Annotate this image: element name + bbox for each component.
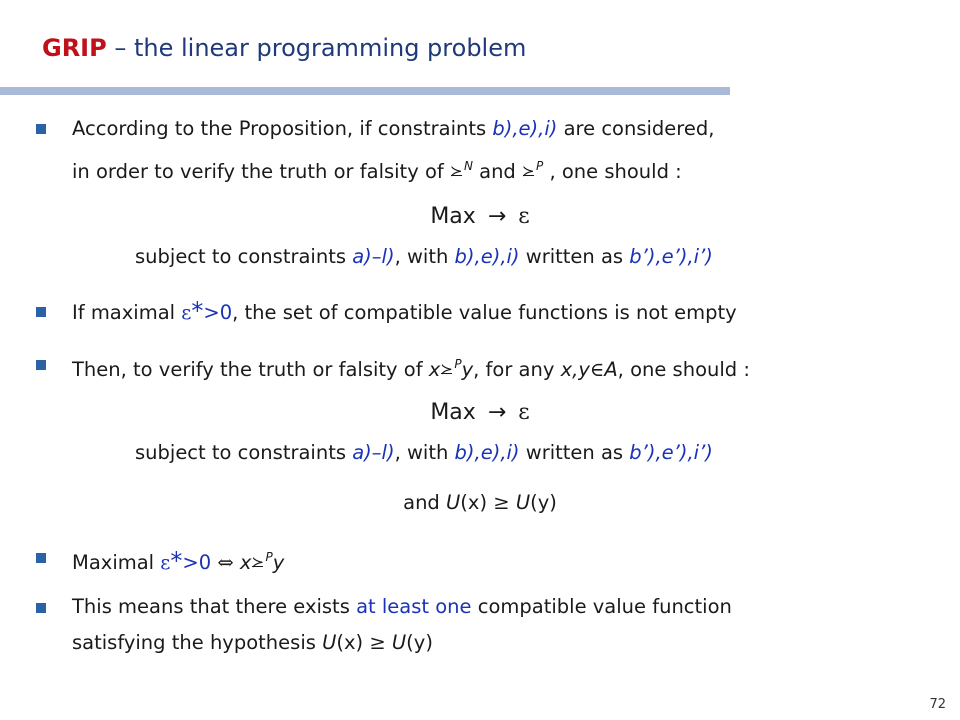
text: written as (519, 441, 630, 464)
text: and (403, 491, 447, 514)
max-epsilon-1 (0, 204, 960, 230)
constraints-ref: b),e),i) (492, 117, 558, 140)
slide-title (42, 34, 526, 62)
text: written as (519, 245, 630, 268)
text: Then, to verify the truth or falsity of (72, 358, 429, 381)
bullet-icon (36, 603, 46, 613)
title-rest: – the linear programming problem (106, 34, 527, 62)
epsilon-symbol: ε (518, 204, 530, 229)
bullet5-line1 (72, 594, 732, 620)
page-number: 72 (929, 697, 946, 712)
constraints-ref: a)–l) (352, 245, 395, 268)
title-grip: GRIP (42, 34, 107, 62)
subject-line-2 (135, 440, 713, 466)
bullet-icon (36, 360, 46, 370)
max-epsilon-2 (0, 400, 960, 426)
bullet1-line2 (72, 153, 682, 185)
bullet2-line (72, 298, 737, 326)
title-underline-bar (0, 87, 730, 95)
bullet1-line1 (72, 116, 714, 142)
iff-symbol: ⇔ (211, 551, 240, 574)
max-label: Max (430, 400, 476, 425)
text: (y) (530, 491, 557, 514)
set-a: A (604, 358, 618, 381)
text: , for any (473, 358, 561, 381)
star-symbol: * (170, 547, 183, 575)
u-function: U (446, 491, 461, 514)
text: subject to constraints (135, 245, 353, 268)
text: , one should : (543, 160, 682, 183)
epsilon-symbol: ε (160, 551, 171, 574)
epsilon-symbol: ε (181, 301, 192, 324)
bullet5-line2 (72, 630, 433, 656)
geq-symbol: ≥ (363, 631, 392, 654)
bullet3-line (72, 351, 750, 383)
text: and (472, 160, 523, 183)
sup-p: P (454, 357, 462, 371)
text: If maximal (72, 301, 182, 324)
u-function: U (391, 631, 407, 654)
bullet4-line (72, 544, 284, 576)
arrow-icon: → (487, 204, 507, 229)
greater-than-zero: >0 (203, 301, 233, 324)
bullet-icon (36, 553, 46, 563)
sup-p: P (536, 159, 544, 173)
element-of-symbol: ∈ (589, 358, 605, 381)
text: (x) (336, 631, 364, 654)
var-x: x (428, 358, 441, 381)
bullet-icon (36, 307, 46, 317)
var-y: y (272, 551, 285, 574)
subject-line-1 (135, 244, 713, 270)
text: (y) (406, 631, 433, 654)
star-symbol: * (191, 297, 204, 325)
u-function: U (515, 491, 531, 514)
text: subject to constraints (135, 441, 353, 464)
text: This means that there exists (72, 595, 357, 618)
geq-symbol: ≥ (487, 491, 516, 514)
sup-n: N (463, 159, 473, 173)
var-xy: x,y (560, 358, 590, 381)
text: , with (394, 441, 455, 464)
text: compatible value function (471, 595, 732, 618)
u-function: U (322, 631, 337, 654)
var-x: x (239, 551, 252, 574)
constraints-ref: b’),e’),i’) (629, 245, 713, 268)
and-u-line (0, 490, 960, 516)
highlight-text: at least one (356, 595, 472, 618)
text: , with (394, 245, 455, 268)
greater-than-zero: >0 (182, 551, 212, 574)
text: in order to verify the truth or falsity of (72, 160, 450, 183)
text: (x) (460, 491, 488, 514)
text: According to the Proposition, if constraints (72, 117, 493, 140)
text: , the set of compatible value functions is not empty (232, 301, 737, 324)
constraints-ref: b),e),i) (454, 441, 520, 464)
constraints-ref: b),e),i) (454, 245, 520, 268)
arrow-icon: → (487, 400, 507, 425)
var-y: y (461, 358, 474, 381)
epsilon-symbol: ε (518, 400, 530, 425)
text: satisfying the hypothesis (72, 631, 323, 654)
text: Maximal (72, 551, 161, 574)
constraints-ref: a)–l) (352, 441, 395, 464)
text: are considered, (557, 117, 715, 140)
sup-p: P (265, 550, 273, 564)
bullet-icon (36, 124, 46, 134)
max-label: Max (430, 204, 476, 229)
text: , one should : (617, 358, 750, 381)
constraints-ref: b’),e’),i’) (629, 441, 713, 464)
